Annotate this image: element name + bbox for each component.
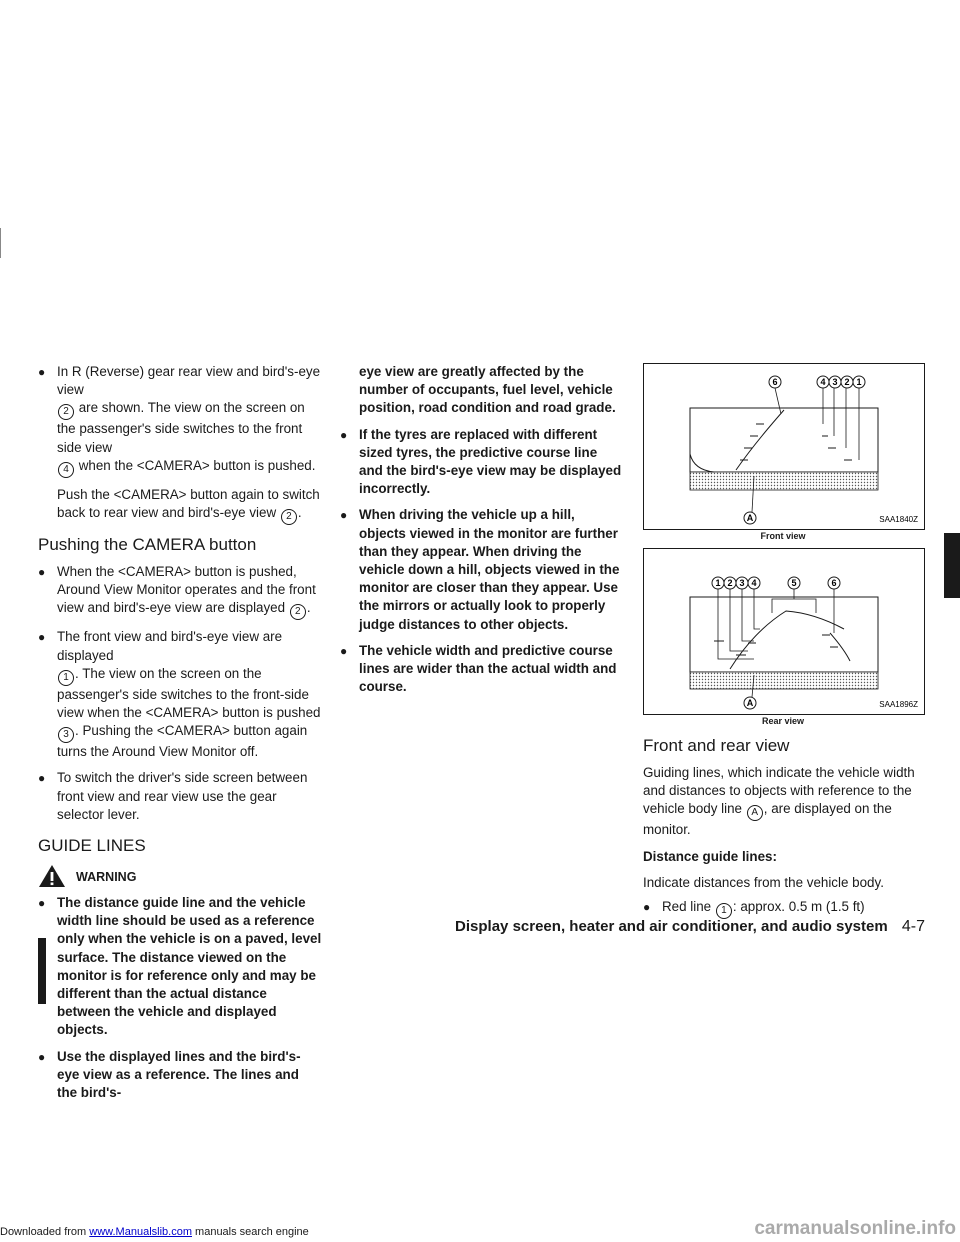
watermark: carmanualsonline.info — [754, 1218, 956, 1239]
header-text: manuals search engine — [191, 1226, 309, 1238]
bullet-icon: ● — [38, 771, 46, 786]
text: Use the displayed lines and the bird's-eye view as a reference. The lines and the bird's- — [57, 1048, 301, 1101]
label-2: 2 — [844, 377, 850, 387]
bullet-icon: ● — [38, 565, 46, 580]
bullet-icon: ● — [38, 1049, 46, 1064]
bullet-icon: ● — [340, 427, 348, 442]
warning-label: WARNING — [76, 870, 137, 885]
warning-icon — [38, 864, 66, 888]
circle-number: 2 — [58, 404, 74, 420]
paragraph: eye view are greatly affected by the number of occupants, fuel level, vehicle position, road condition and road grade. — [359, 364, 616, 416]
text: when the <CAMERA> button is pushed. — [75, 457, 316, 473]
circle-number: 1 — [58, 670, 74, 686]
text: . — [306, 600, 311, 616]
text: Red line — [662, 899, 712, 915]
text: When driving the vehicle up a hill, objects viewed in the monitor are further than they appear. When driving the vehicle down a hill, objects viewed in the monitor are closer than they appear. Use the mirrors or actually look to properly judge distances to other objects. — [359, 507, 620, 632]
label-3: 3 — [739, 578, 745, 588]
section-heading: Front and rear view — [643, 736, 790, 755]
label-4: 4 — [751, 578, 757, 588]
bullet-icon: ● — [643, 900, 651, 915]
circle-number: 1 — [716, 903, 732, 919]
text: The front view and bird's-eye view are displayed — [57, 629, 283, 663]
rear-view-diagram — [644, 549, 924, 714]
list-item — [340, 506, 622, 633]
list-item — [38, 363, 322, 478]
circle-letter: A — [747, 805, 763, 821]
list-item — [38, 563, 322, 620]
manualslib-link[interactable]: www.Manualslib.com — [89, 1226, 192, 1238]
section-heading: Pushing the CAMERA button — [38, 535, 257, 555]
text: : approx. 0.5 m (1.5 ft) — [732, 899, 865, 915]
bullet-icon: ● — [38, 896, 46, 911]
text: . Pushing the <CAMERA> button again turns the Around View Monitor off. — [57, 723, 308, 760]
warning-block — [38, 864, 322, 890]
figure-code: SAA1896Z — [879, 700, 918, 709]
text: . — [297, 505, 302, 521]
text: When the <CAMERA> button is pushed, Around View Monitor operates and the front view and bird's-eye view are displayed — [57, 564, 316, 616]
header-text: Downloaded from — [0, 1226, 90, 1238]
text: . The view on the screen on the passenger's side switches to the front-side view when the <CAMERA> button is pushed — [57, 665, 321, 721]
list-item — [38, 628, 322, 761]
list-item — [340, 642, 622, 697]
text: The distance guide line and the vehicle width line should be used as a reference only when the vehicle is on a paved, level surface. The distance viewed on the monitor is for reference only and may be different than the actual distance between the vehicle and displayed objects. — [57, 895, 322, 1038]
text: To switch the driver's side screen between front view and rear view use the gear selector lever. — [57, 770, 308, 822]
column-middle — [340, 363, 622, 696]
paragraph: Indicate distances from the vehicle body. — [643, 874, 884, 890]
label-A: A — [746, 698, 754, 708]
column-right — [643, 736, 925, 919]
label-1: 1 — [715, 578, 721, 588]
rear-view-figure — [643, 548, 925, 715]
label-6: 6 — [831, 578, 837, 588]
text: , are displayed on the monitor. — [643, 801, 892, 838]
text: In R (Reverse) gear rear view and bird's-eye view — [57, 364, 321, 398]
crop-mark — [0, 228, 1, 258]
list-item — [340, 426, 622, 499]
subheading: Distance guide lines: — [643, 848, 777, 864]
text: Push the <CAMERA> button again to switch back to rear view and bird's-eye view — [57, 486, 320, 521]
download-header — [0, 1226, 309, 1238]
section-tab — [944, 533, 960, 598]
list-item — [38, 1048, 322, 1103]
text: The vehicle width and predictive course lines are wider than the actual width and course. — [359, 642, 617, 695]
label-6: 6 — [772, 377, 778, 387]
label-4: 4 — [820, 377, 826, 387]
label-A: A — [746, 513, 754, 523]
front-view-figure — [643, 363, 925, 530]
text: If the tyres are replaced with different sized tyres, the predictive course line and the bird's-eye view may be displayed incorrectly. — [359, 426, 622, 497]
footer-title: Display screen, heater and air conditioner, and audio system — [455, 918, 888, 935]
page-number: 4-7 — [901, 918, 925, 935]
circle-number: 4 — [58, 462, 74, 478]
bullet-icon: ● — [340, 643, 348, 658]
section-heading: GUIDE LINES — [38, 836, 146, 856]
figure-caption: Front view — [760, 531, 806, 541]
text: Guiding lines, which indicate the vehicle width and distances to objects with reference to the vehicle body line — [643, 765, 915, 817]
list-item — [643, 898, 925, 919]
bullet-icon: ● — [38, 365, 46, 379]
label-3: 3 — [832, 377, 838, 387]
figure-caption: Rear view — [761, 716, 805, 726]
column-left — [38, 363, 322, 1102]
paragraph — [38, 486, 322, 525]
circle-number: 2 — [281, 509, 297, 525]
bullet-icon: ● — [340, 508, 348, 523]
list-item — [38, 894, 322, 1040]
circle-number: 3 — [58, 727, 74, 743]
label-5: 5 — [791, 578, 797, 588]
bullet-icon: ● — [38, 630, 46, 645]
list-item — [38, 769, 322, 824]
label-2: 2 — [727, 578, 733, 588]
front-view-diagram — [644, 364, 924, 529]
figure-code: SAA1840Z — [879, 515, 918, 524]
circle-number: 2 — [290, 604, 306, 620]
page-footer — [380, 918, 925, 936]
text: are shown. The view on the screen on the passenger's side switches to the front side view — [57, 400, 305, 455]
label-1: 1 — [856, 377, 862, 387]
paragraph — [643, 764, 925, 840]
